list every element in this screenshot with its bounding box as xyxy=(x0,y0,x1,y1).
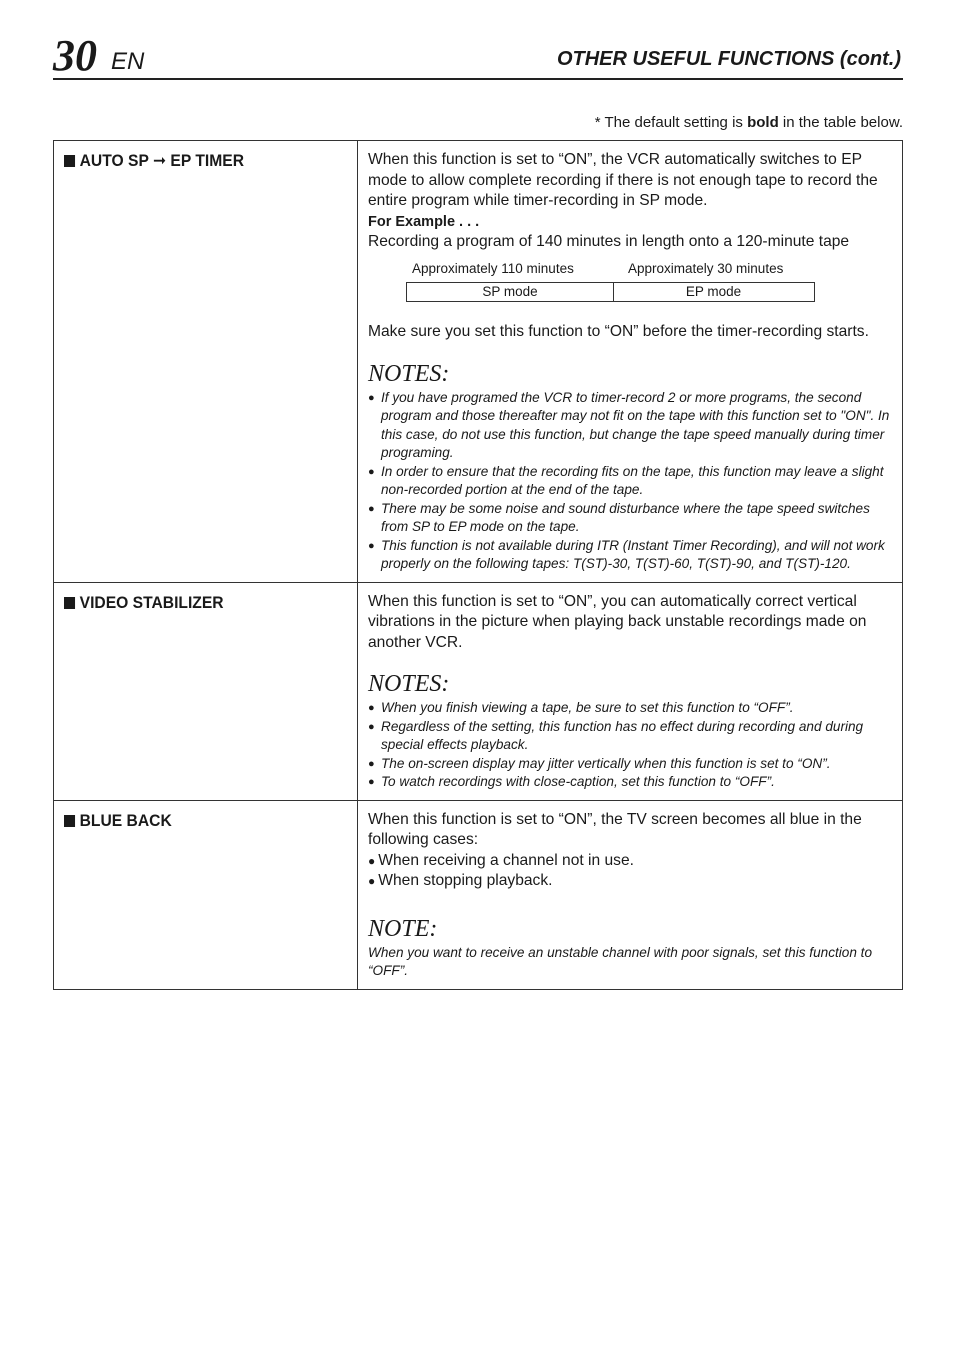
function-description: When this function is set to “ON”, the TV screen becomes all blue in the following cases: xyxy=(368,810,862,848)
section-title: OTHER USEFUL FUNCTIONS (cont.) xyxy=(556,48,901,70)
after-diagram-text: Make sure you set this function to “ON” before the timer-recording starts. xyxy=(368,323,869,340)
notes-title: NOTES: xyxy=(368,360,450,387)
note-item: ● When you finish viewing a tape, be sure to set this function to “OFF”. xyxy=(368,699,892,718)
note-item: ● If you have programed the VCR to timer-record 2 or more programs, the second program and those thereafter may not fit on the tape with this function set to "ON". In this case, do not use this function, but change the tape speed manually during timer programing. xyxy=(368,389,892,463)
function-row-video-stabilizer xyxy=(54,582,903,800)
page-language: EN xyxy=(111,48,145,75)
bullet-icon: ● xyxy=(368,853,376,868)
function-name xyxy=(64,592,334,614)
function-name-cell xyxy=(54,582,358,800)
case-item-text: When stopping playback. xyxy=(378,872,553,889)
function-description-cell xyxy=(358,582,903,800)
function-name-part1: AUTO SP xyxy=(79,151,149,170)
function-name xyxy=(64,810,334,832)
function-name xyxy=(64,150,334,172)
example-label: For Example . . . xyxy=(368,213,480,230)
function-description: When this function is set to “ON”, you can automatically correct vertical vibrations in the picture when playing back unstable recordings made on another VCR. xyxy=(368,592,867,651)
function-row-blue-back xyxy=(54,800,903,989)
function-name-cell xyxy=(54,141,358,583)
function-name-text: BLUE BACK xyxy=(79,810,172,830)
function-description-cell xyxy=(358,800,903,989)
tape-diagram xyxy=(368,260,892,316)
ep-duration-label: Approximately 30 minutes xyxy=(628,261,784,276)
note-item: ● To watch recordings with close-caption, set this function to “OFF”. xyxy=(368,773,892,792)
default-setting-note xyxy=(595,114,903,132)
square-bullet-icon xyxy=(64,155,75,167)
square-bullet-icon xyxy=(64,597,75,609)
note-text: When you want to receive an unstable channel with poor signals, set this function to “OFF”. xyxy=(368,944,873,978)
note-title: NOTE: xyxy=(368,915,438,942)
default-note-suffix: in the table below. xyxy=(782,114,903,131)
function-name-cell xyxy=(54,800,358,989)
note-item: ● In order to ensure that the recording fits on the tape, this function may leave a slight non-recorded portion at the end of the tape. xyxy=(368,463,892,500)
note-item: ● The on-screen display may jitter vertically when this function is set to “ON”. xyxy=(368,755,892,774)
note-item: ● This function is not available during ITR (Instant Timer Recording), and will not work properly on the following tapes: T(ST)-30, T(ST)-60, T(ST)-90, and T(ST)-120. xyxy=(368,537,892,574)
functions-table xyxy=(53,140,903,990)
notes-list xyxy=(368,389,892,574)
sp-mode-segment: SP mode xyxy=(406,282,614,302)
sp-duration-label: Approximately 110 minutes xyxy=(412,261,574,276)
square-bullet-icon xyxy=(64,815,75,827)
note-item: ● There may be some noise and sound disturbance where the tape speed switches from SP to EP mode on the tape. xyxy=(368,500,892,537)
function-name-text: VIDEO STABILIZER xyxy=(79,592,224,612)
arrow-right-icon: ➞ xyxy=(152,151,167,170)
function-row-auto-sp-ep-timer xyxy=(54,141,903,583)
bullet-icon: ● xyxy=(368,874,376,888)
default-note-bold-word: bold xyxy=(747,114,779,131)
notes-list xyxy=(368,699,892,792)
page-header xyxy=(53,31,903,80)
function-description-cell xyxy=(358,141,903,583)
function-description: When this function is set to “ON”, the VCR automatically switches to EP mode to allow complete recording if there is not enough tape to record the entire program while timer-recording in SP mode. xyxy=(368,151,878,209)
default-note-prefix: * The default setting is xyxy=(594,114,743,131)
page-number: 30 xyxy=(53,31,97,80)
case-item xyxy=(368,871,892,892)
case-item-text: When receiving a channel not in use. xyxy=(378,851,634,869)
note-item: ● Regardless of the setting, this function has no effect during recording and during special effects playback. xyxy=(368,718,892,755)
case-item xyxy=(368,851,892,872)
ep-mode-segment: EP mode xyxy=(613,282,815,302)
notes-title: NOTES: xyxy=(368,671,450,697)
example-text: Recording a program of 140 minutes in length onto a 120-minute tape xyxy=(368,232,850,250)
cases-list xyxy=(368,851,892,892)
function-name-part2: EP TIMER xyxy=(170,151,245,170)
